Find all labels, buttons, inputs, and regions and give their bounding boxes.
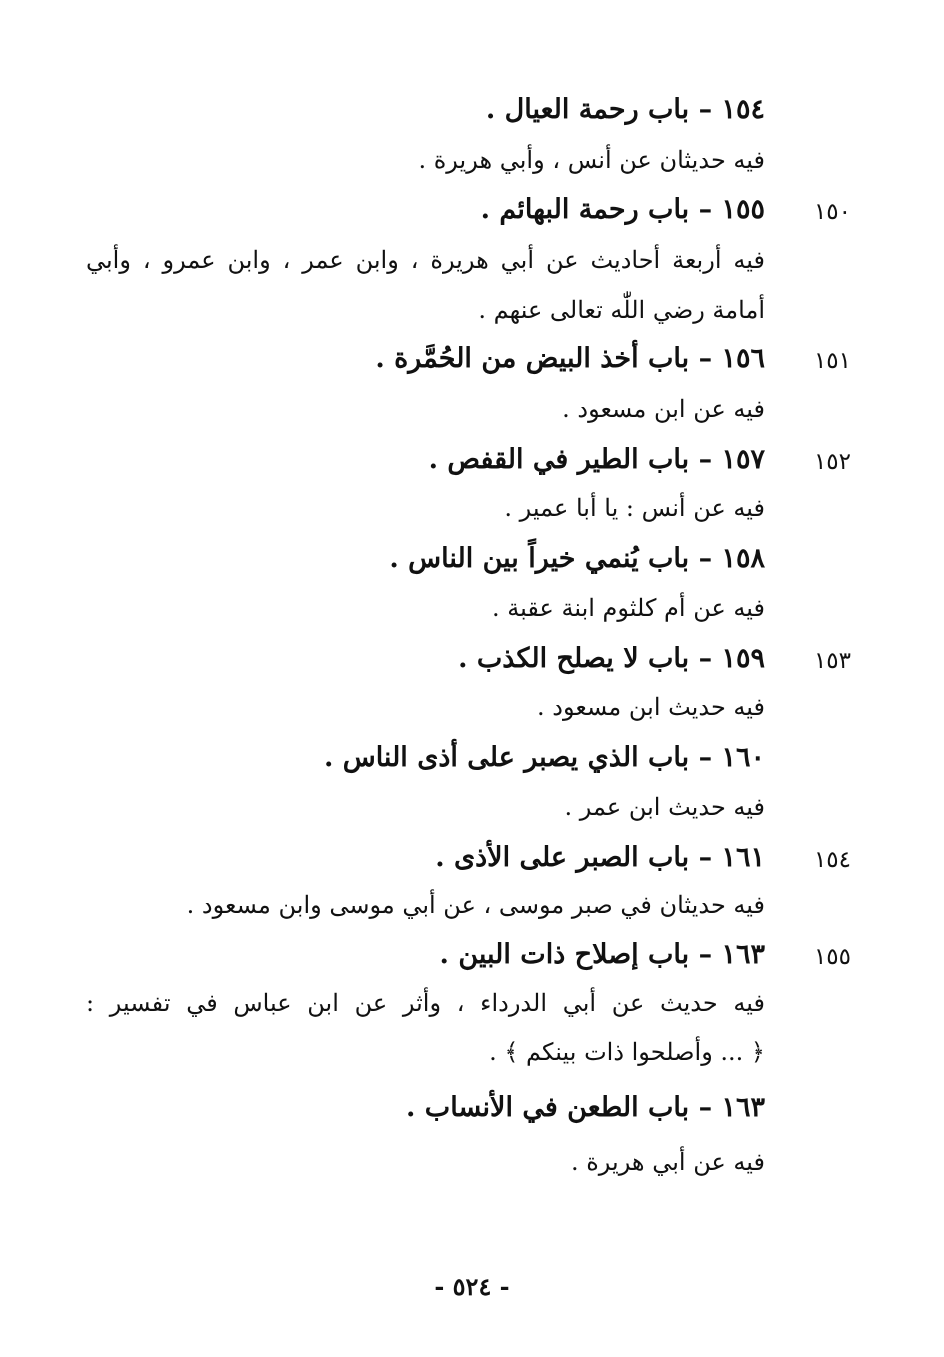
section-heading: ١٥٨ – باب يُنمي خيراً بين الناس . [389,543,765,574]
section-body: فيه حديث ابن مسعود . [537,693,765,721]
section-body: فيه عن أم كلثوم ابنة عقبة . [492,594,765,622]
section-body: أمامة رضي اللّٰه تعالى عنهم . [478,296,765,324]
section-heading: ١٥٤ – باب رحمة العيال . [485,94,765,125]
section-heading: ١٦٣ – باب الطعن في الأنساب . [406,1092,765,1123]
margin-number: ١٥٢ [813,449,851,475]
section-heading: ١٥٦ – باب أخذ البيض من الحُمَّرة . [375,343,765,374]
margin-number: ١٥٠ [813,199,851,225]
section-body: فيه حديث ابن عمر . [564,793,765,821]
margin-number: ١٥٣ [813,648,851,674]
section-heading: ١٥٩ – باب لا يصلح الكذب . [458,643,765,674]
margin-number: ١٥٥ [813,944,851,970]
section-body: فيه عن ابن مسعود . [562,395,765,423]
margin-number: ١٥١ [813,348,851,374]
section-heading: ١٦١ – باب الصبر على الأذى . [435,842,765,873]
section-body: فيه عن أنس : يا أبا عمير . [504,494,765,522]
section-body: فيه عن أبي هريرة . [570,1148,765,1176]
margin-number: ١٥٤ [813,847,851,873]
section-heading: ١٥٧ – باب الطير في القفص . [428,444,765,475]
section-body: فيه حديثان في صبر موسى ، عن أبي موسى وابن مسعود . [186,891,765,919]
page-number: - ٥٢٤ - [434,1272,510,1301]
section-heading: ١٦٣ – باب إصلاح ذات البين . [439,939,765,970]
section-body: ﴿ ... وأصلحوا ذات بينكم ﴾ . [489,1038,765,1066]
section-body: فيه حديثان عن أنس ، وأبي هريرة . [418,146,765,174]
section-heading: ١٥٥ – باب رحمة البهائم . [480,194,765,225]
section-heading: ١٦٠ – باب الذي يصبر على أذى الناس . [323,742,765,773]
section-body: فيه أربعة أحاديث عن أبي هريرة ، وابن عمر ، وابن عمرو ، وأبي [86,246,765,274]
section-body: فيه حديث عن أبي الدرداء ، وأثر عن ابن عباس في تفسير : [86,989,765,1017]
